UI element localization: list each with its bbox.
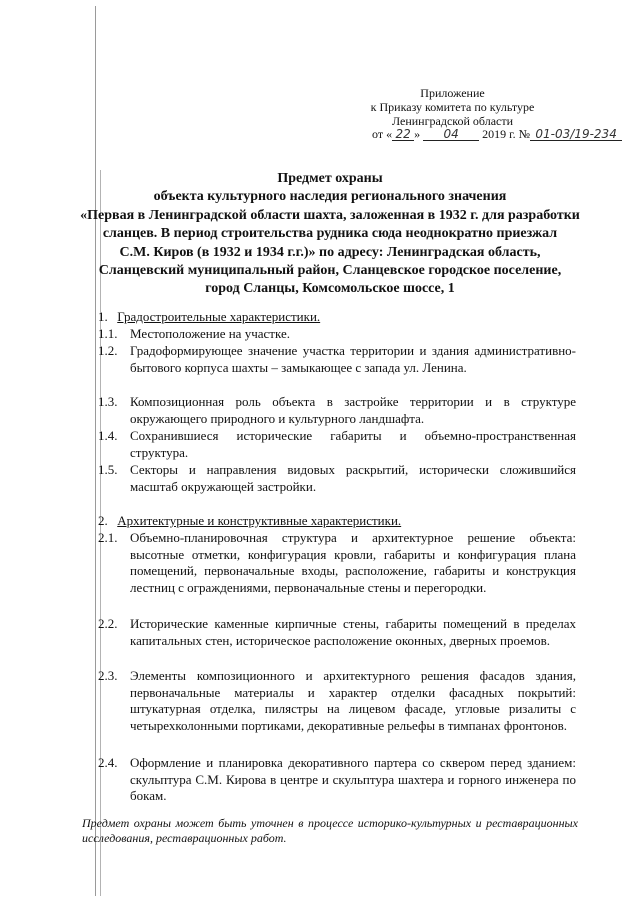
- order-date-number: от « 22 » 04 2019 г. № 01-03/19-234: [372, 127, 622, 142]
- list-item: 2.2. Исторические каменные кирпичные стены, габариты помещений в пределах капитальных стен, историческое расположение оконных, дверных проемов.: [98, 616, 576, 648]
- list-item: 2.3. Элементы композиционного и архитектурного решения фасадов здания, первоначальные материалы и характер отделки фасадных покрытий: штукатурная отделка, пилястры на лицевом фасаде, угловые ризалиты с четырехколонными портиками, декоративные рельефы в тимпанах фронтонов.: [98, 668, 576, 733]
- list-item: 1.5. Секторы и направления видовых раскрытий, исторически сложившийся масштаб окружающей застройки.: [98, 462, 576, 494]
- order-reference: к Приказу комитета по культуре: [370, 100, 535, 114]
- document-title: Предмет охраны объекта культурного наследия регионального значения «Первая в Ленинградской области шахта, заложенная в 1932 г. для разработки сланцев. В период строительства рудника сюда неоднократно приезжал С.М. Киров (в 1932 и 1934 г.г.)» по адресу: Ленинградская область, Сланцевский муниципальный район, Сланцевское городское поселение, город Сланцы, Комсомольское шоссе, 1: [80, 171, 580, 297]
- section-heading-1: 1. Градостроительные характеристики.: [98, 309, 321, 324]
- list-item: 1.3. Композиционная роль объекта в застройке территории и в структуре окружающего природного и культурного ландшафта.: [98, 394, 576, 426]
- list-item: 1.4. Сохранившиеся исторические габариты и объемно-пространственная структура.: [98, 428, 576, 460]
- list-item: 2.1. Объемно-планировочная структура и архитектурное решение объекта: высотные отметки, конфигурация кровли, габариты и конфигурация плана помещений, первоначальные входы, расположение, габариты и конструкция лестниц с ограждениями, первоначальные стены и перегородки.: [98, 530, 576, 595]
- section-heading-2: 2. Архитектурные и конструктивные характеристики.: [98, 513, 402, 528]
- list-item: 1.2. Градоформирующее значение участка территории и здания административно-бытового корпуса шахты – замыкающее с запада ул. Ленина.: [98, 343, 576, 375]
- list-item: 1.1. Местоположение на участке.: [98, 326, 290, 341]
- scan-margin-line: [95, 6, 96, 896]
- appendix-label: Приложение: [420, 86, 485, 100]
- region-name: Ленинградской области: [391, 114, 514, 128]
- order-day: 22: [392, 128, 414, 141]
- list-item: 2.4. Оформление и планировка декоративного партера со сквером перед зданием: скульптура С.М. Кирова в центре и скульптура шахтера и горного инженера по бокам.: [98, 755, 576, 804]
- footnote: Предмет охраны может быть уточнен в процессе историко-культурных и реставрационных исследования, реставрационных работ.: [82, 816, 578, 845]
- order-month: 04: [423, 128, 479, 141]
- order-number: 01-03/19-234: [530, 128, 622, 141]
- appendix-header: [330, 86, 575, 128]
